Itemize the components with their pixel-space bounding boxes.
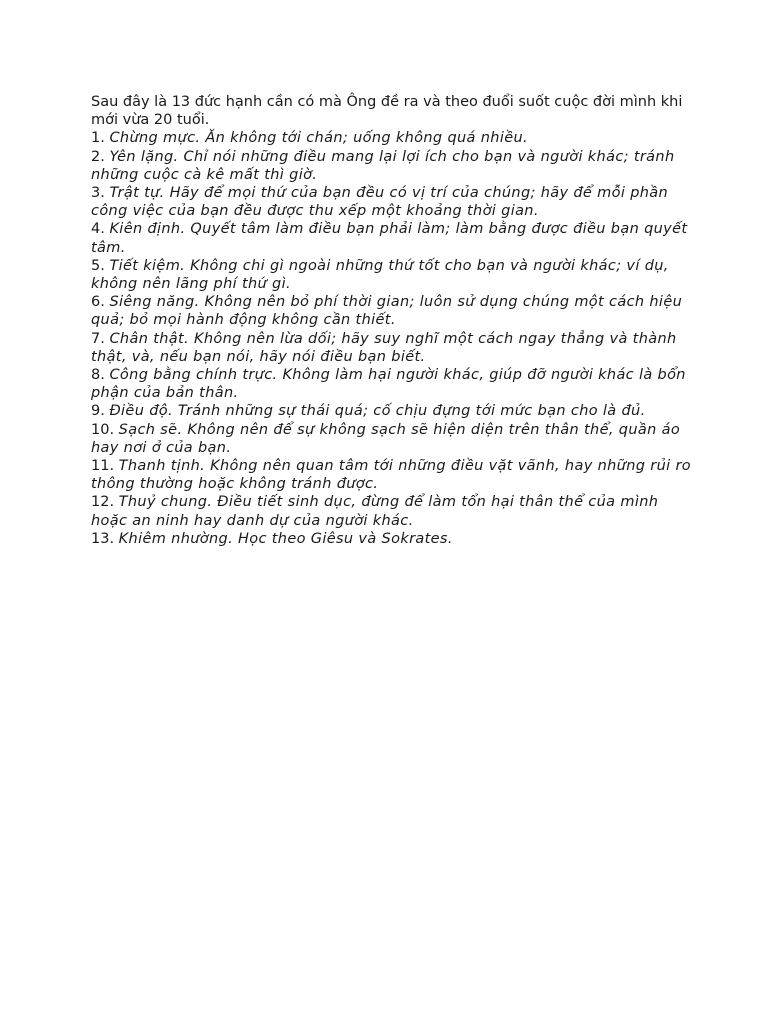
item-text: Siêng năng. Không nên bỏ phí thời gian; luôn sử dụng chúng một cách hiệu quả; bỏ mọi hành động không cần thiết. <box>91 294 683 329</box>
item-text: Trật tự. Hãy để mọi thứ của bạn đều có vị trí của chúng; hãy để mỗi phần công việc của bạn đều được thu xếp một khoảng thời gian. <box>91 185 669 220</box>
list-item <box>91 402 691 420</box>
item-number: 1. <box>91 130 105 147</box>
list-item <box>91 493 691 529</box>
item-text: Chừng mực. Ăn không tới chán; uống không quá nhiều. <box>109 130 528 147</box>
list-item <box>91 129 691 147</box>
item-number: 5. <box>91 257 105 274</box>
list-item <box>91 421 691 457</box>
item-number: 6. <box>91 294 105 311</box>
item-number: 13. <box>91 530 115 547</box>
item-number: 7. <box>91 330 105 347</box>
item-number: 9. <box>91 403 105 420</box>
item-number: 3. <box>91 185 105 202</box>
item-number: 8. <box>91 367 105 384</box>
list-item <box>91 293 691 329</box>
list-item <box>91 530 691 548</box>
item-text: Chân thật. Không nên lừa dối; hãy suy nghĩ một cách ngay thẳng và thành thật, và, nếu bạn nói, hãy nói điều bạn biết. <box>91 330 677 365</box>
item-text: Yên lặng. Chỉ nói những điều mang lại lợi ích cho bạn và người khác; tránh những cuộc cà kê mất thì giờ. <box>91 148 675 183</box>
item-number: 2. <box>91 148 105 165</box>
item-text: Tiết kiệm. Không chi gì ngoài những thứ tốt cho bạn và người khác; ví dụ, không nên lãng phí thứ gì. <box>91 257 669 293</box>
list-item <box>91 366 691 402</box>
item-number: 4. <box>91 221 105 238</box>
list-item <box>91 330 691 366</box>
list-item <box>91 184 691 220</box>
list-item <box>91 457 691 493</box>
list-item <box>91 148 691 184</box>
item-text: Khiêm nhường. Học theo Giêsu và Sokrates. <box>118 530 453 547</box>
item-text: Công bằng chính trực. Không làm hại người khác, giúp đỡ người khác là bổn phận của bản thân. <box>91 367 686 402</box>
item-text: Thanh tịnh. Không nên quan tâm tới những điều vặt vãnh, hay những rủi ro thông thường hoặc không tránh được. <box>91 458 691 493</box>
item-number: 10. <box>91 421 115 438</box>
item-number: 11. <box>91 458 115 475</box>
intro-paragraph: Sau đây là 13 đức hạnh cần có mà Ông đề ra và theo đuổi suốt cuộc đời mình khi mới vừa 20 tuổi. <box>91 94 683 129</box>
list-item <box>91 220 691 256</box>
document-body <box>91 93 691 548</box>
item-text: Điều độ. Tránh những sự thái quá; cố chịu đựng tới mức bạn cho là đủ. <box>109 403 646 420</box>
item-number: 12. <box>91 494 115 511</box>
item-text: Sạch sẽ. Không nên để sự không sạch sẽ hiện diện trên thân thể, quần áo hay nơi ở của bạn. <box>91 421 681 456</box>
item-text: Thuỷ chung. Điều tiết sinh dục, đừng để làm tổn hại thân thể của mình hoặc an ninh hay danh dự của người khác. <box>91 494 659 529</box>
list-item <box>91 257 691 293</box>
item-text: Kiên định. Quyết tâm làm điều bạn phải làm; làm bằng được điều bạn quyết tâm. <box>91 221 688 256</box>
